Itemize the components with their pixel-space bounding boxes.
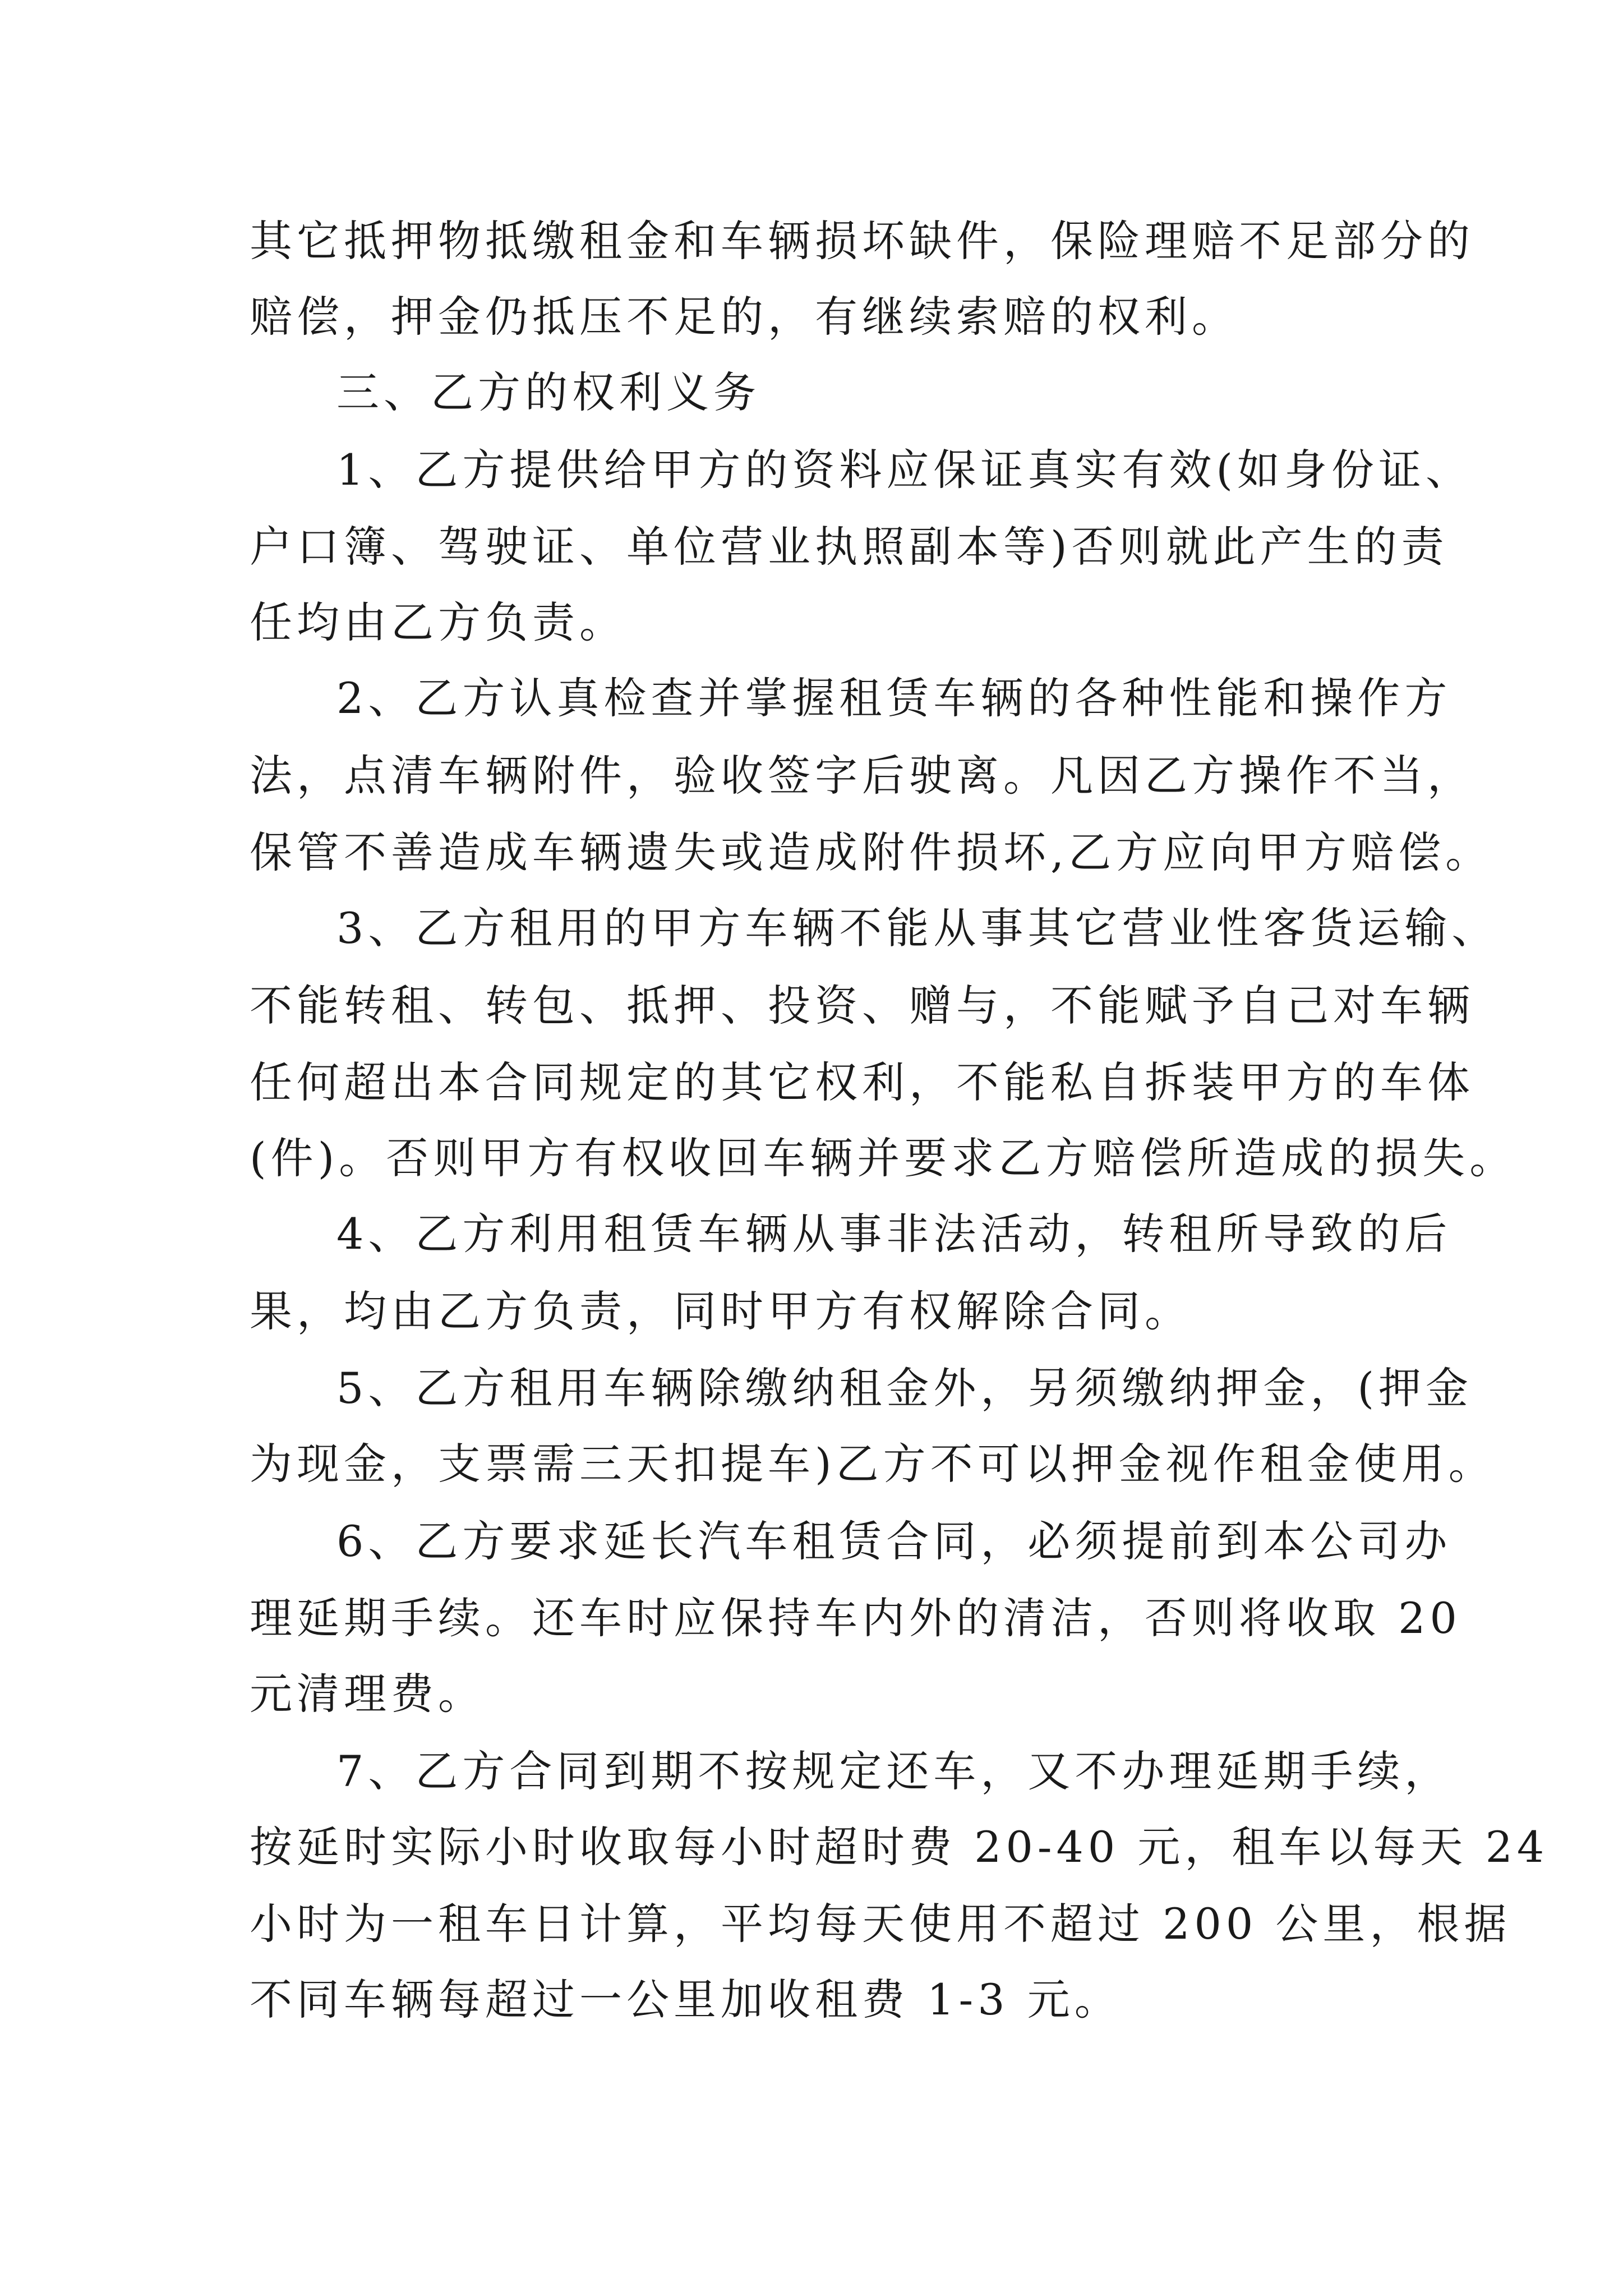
- text-line: 4、乙方利用租赁车辆从事非法活动，转租所导致的后: [336, 1209, 1452, 1259]
- text-line: 7、乙方合同到期不按规定还车，又不办理延期手续，: [336, 1746, 1452, 1796]
- text-line: 法，点清车辆附件，验收签字后驶离。凡因乙方操作不当，: [250, 751, 1474, 800]
- text-line: 5、乙方租用车辆除缴纳租金外，另须缴纳押金，(押金: [336, 1363, 1473, 1413]
- text-line: 任均由乙方负责。: [250, 597, 626, 647]
- text-line: 赔偿，押金仍抵压不足的，有继续索赔的权利。: [250, 292, 1239, 342]
- text-line: 2、乙方认真检查并掌握租赁车辆的各种性能和操作方: [336, 673, 1452, 723]
- text-line: 不同车辆每超过一公里加收租费 1-3 元。: [250, 1975, 1122, 2024]
- text-line: 不能转租、转包、抵押、投资、赠与，不能赋予自己对车辆: [250, 981, 1474, 1030]
- text-line: 理延期手续。还车时应保持车内外的清洁，否则将收取 20: [250, 1593, 1461, 1643]
- text-line: 小时为一租车日计算，平均每天使用不超过 200 公里，根据: [250, 1899, 1511, 1949]
- text-line: 果，均由乙方负责，同时甲方有权解除合同。: [250, 1286, 1192, 1336]
- text-line: 其它抵押物抵缴租金和车辆损坏缺件，保险理赔不足部分的: [250, 216, 1474, 266]
- section-heading: 三、乙方的权利义务: [336, 367, 760, 417]
- text-line: 为现金，支票需三天扣提车)乙方不可以押金视作租金使用。: [250, 1439, 1496, 1489]
- text-line: 保管不善造成车辆遗失或造成附件损坏,乙方应向甲方赔偿。: [250, 827, 1493, 877]
- text-line: 按延时实际小时收取每小时超时费 20-40 元，租车以每天 24: [250, 1822, 1549, 1872]
- text-line: 户口簿、驾驶证、单位营业执照副本等)否则就此产生的责: [250, 522, 1449, 572]
- text-line: 6、乙方要求延长汽车租赁合同，必须提前到本公司办: [336, 1516, 1452, 1566]
- text-line: 任何超出本合同规定的其它权利，不能私自拆装甲方的车体: [250, 1057, 1474, 1107]
- text-line: 1、乙方提供给甲方的资料应保证真实有效(如身份证、: [336, 445, 1473, 495]
- text-line: 元清理费。: [250, 1669, 485, 1719]
- text-line: (件)。否则甲方有权收回车辆并要求乙方赔偿所造成的损失。: [250, 1133, 1517, 1183]
- text-line: 3、乙方租用的甲方车辆不能从事其它营业性客货运输、: [336, 903, 1499, 953]
